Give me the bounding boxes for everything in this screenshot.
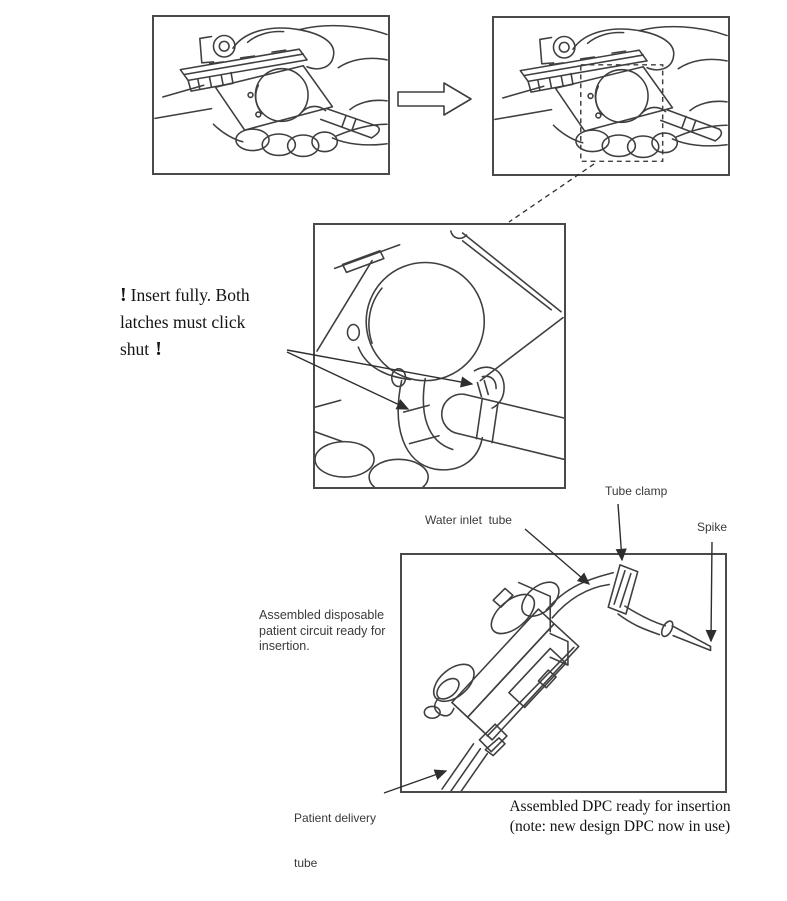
diaphragm-circle bbox=[347, 263, 484, 387]
exclamation-icon: ! bbox=[155, 338, 162, 360]
cartridge-body bbox=[180, 49, 332, 130]
fingers bbox=[213, 124, 387, 156]
figure-assembled-dpc bbox=[400, 553, 727, 793]
caption-dpc-ready: Assembled DPC ready for insertion (note: new design DPC now in use) bbox=[509, 798, 731, 835]
cartridge-plate bbox=[317, 231, 563, 381]
assembled-dpc-drawing bbox=[402, 555, 725, 791]
humidifier-cylinders bbox=[424, 576, 565, 719]
exclamation-icon: ! bbox=[120, 284, 127, 306]
warning-line-3: shut ! bbox=[120, 338, 162, 360]
cartridge-body bbox=[520, 50, 672, 131]
figure-hand-holding-dpc bbox=[152, 15, 390, 175]
patient-tube bbox=[442, 394, 564, 459]
roller-bracket bbox=[540, 37, 575, 64]
latch-closeup-drawing bbox=[315, 225, 564, 487]
tube-clamp-arrow bbox=[618, 504, 622, 560]
warning-line-2: latches must click bbox=[120, 312, 246, 332]
label-tube-clamp: Tube clamp bbox=[605, 484, 668, 498]
spike-drawing bbox=[618, 606, 710, 650]
figure-latch-closeup bbox=[313, 223, 566, 489]
hand-inserting-dpc-drawing bbox=[494, 18, 728, 174]
caption-assembled-circuit: Assembled disposable patient circuit ready for insertion. bbox=[259, 608, 386, 653]
label-patient-delivery-tube: Patient delivery tube bbox=[294, 811, 377, 870]
figure-hand-inserting-dpc bbox=[492, 16, 730, 176]
label-water-inlet-tube: Water inlet tube bbox=[425, 513, 512, 527]
dpc-body bbox=[452, 583, 579, 740]
latch-strap bbox=[398, 379, 482, 470]
fingers bbox=[553, 125, 727, 157]
label-spike: Spike bbox=[697, 520, 728, 534]
roller-bracket bbox=[200, 36, 235, 63]
water-inlet-tube-drawing bbox=[546, 573, 613, 618]
hand-holding-dpc-drawing bbox=[154, 17, 388, 173]
latch-warning-note bbox=[120, 282, 310, 363]
step-arrow-icon bbox=[398, 83, 471, 115]
warning-line-1: ! Insert fully. Both bbox=[120, 284, 250, 306]
